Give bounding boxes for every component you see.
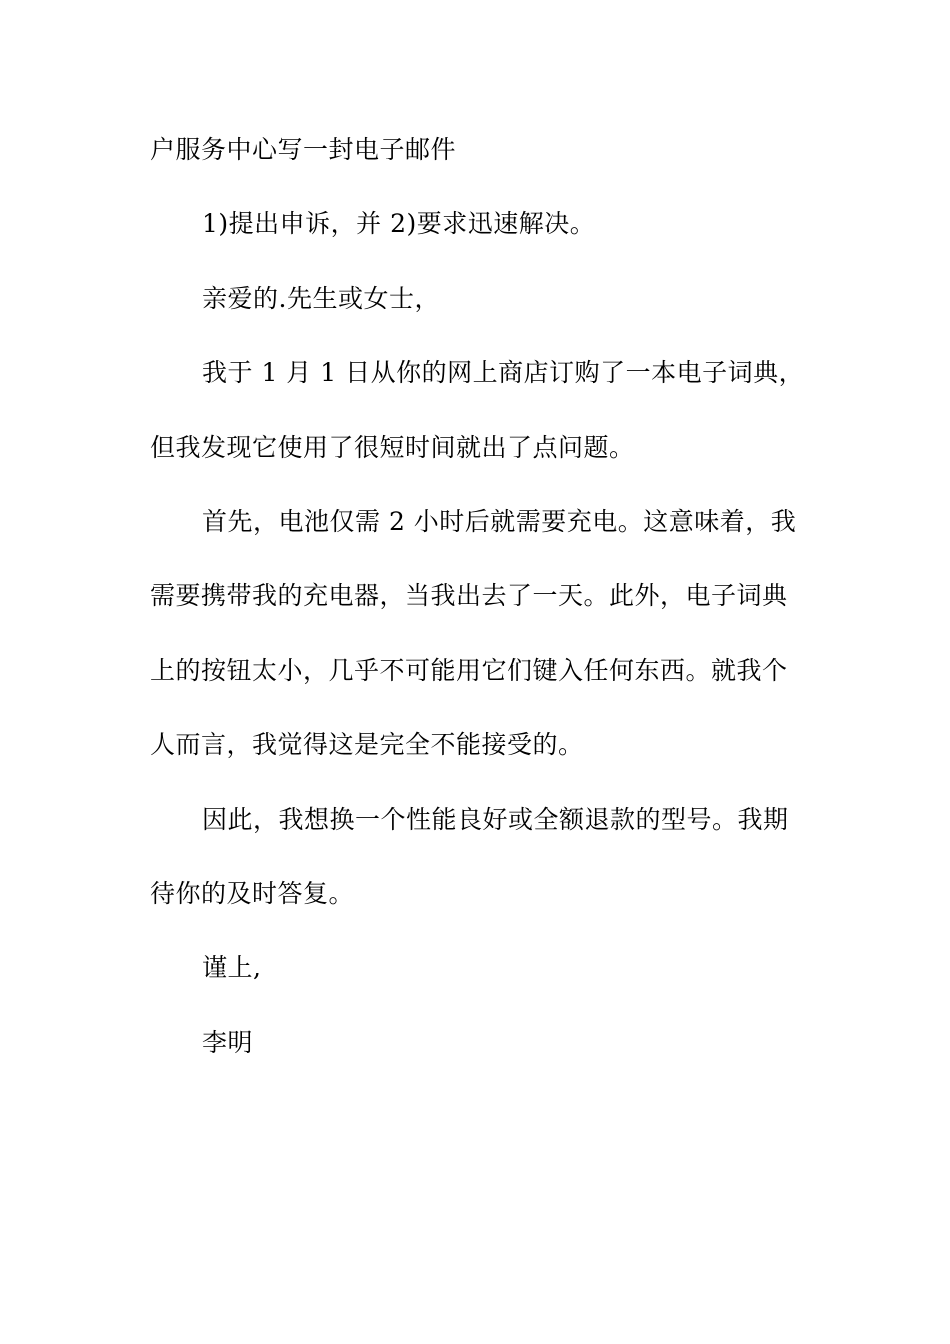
paragraph-2-line-3: 上的按钮太小，几乎不可能用它们键入任何东西。就我个 [150, 655, 788, 685]
signature-line: 李明 [202, 1027, 254, 1057]
paragraph-1-line-1: 我于 1 月 1 日从你的网上商店订购了一本电子词典， [202, 358, 805, 388]
document-body [150, 128, 805, 1095]
text-line-task: 户服务中心写一封电子邮件 [150, 135, 457, 164]
greeting-line: 亲爱的.先生或女士， [202, 283, 440, 313]
paragraph-1-line-2: 但我发现它使用了很短时间就出了点问题。 [150, 432, 635, 462]
paragraph-2-line-1: 首先，电池仅需 2 小时后就需要充电。这意味着，我 [202, 506, 797, 536]
paragraph-3-line-2: 待你的及时答复。 [150, 878, 355, 908]
paragraph-2-line-2: 需要携带我的充电器，当我出去了一天。此外，电子词典 [150, 581, 788, 611]
paragraph-2-line-4: 人而言，我觉得这是完全不能接受的。 [150, 730, 584, 760]
paragraph-3-line-1: 因此，我想换一个性能良好或全额退款的型号。我期 [202, 804, 789, 834]
closing-line: 谨上, [202, 953, 262, 983]
text-line-requirements: 1)提出申诉，并 2)要求迅速解决。 [202, 209, 596, 239]
